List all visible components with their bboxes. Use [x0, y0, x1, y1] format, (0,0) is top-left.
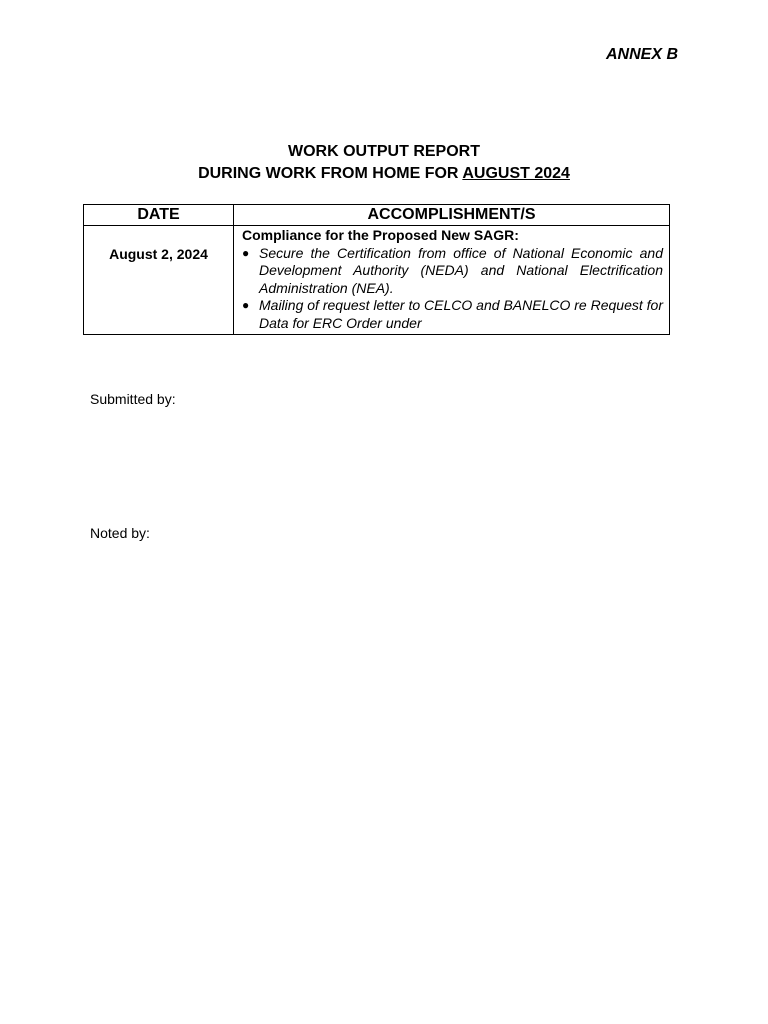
table-header-row [84, 205, 670, 226]
report-title-prefix: DURING WORK FROM HOME FOR [198, 165, 463, 182]
date-cell: August 2, 2024 [84, 226, 234, 335]
accomplishment-heading: Compliance for the Proposed New SAGR: [242, 227, 519, 243]
bullet-icon: ● [242, 245, 250, 260]
report-title-line1: WORK OUTPUT REPORT [288, 143, 480, 160]
accomplishment-text: Secure the Certification from office of National Economic and Development Authority (NEDA) and National Electrification Administration (NEA). [259, 244, 663, 296]
list-item [242, 297, 663, 332]
list-item [242, 245, 663, 298]
report-period: AUGUST 2024 [462, 165, 570, 182]
report-title [0, 141, 768, 185]
noted-by-label: Noted by: [90, 525, 150, 541]
bullet-icon: ● [242, 298, 250, 312]
table-row [84, 226, 670, 335]
submitted-by-label: Submitted by: [90, 391, 176, 407]
report-title-line2 [0, 163, 768, 185]
work-output-table [83, 204, 670, 335]
date-column-header: DATE [84, 205, 234, 226]
accomplishments-cell [234, 226, 670, 335]
accomplishments-column-header: ACCOMPLISHMENT/S [234, 205, 670, 226]
annex-label: ANNEX B [605, 46, 678, 63]
accomplishment-text: Mailing of request letter to CELCO and BANELCO re Request for Data for ERC Order under [259, 297, 663, 331]
accomplishment-list [242, 245, 663, 333]
